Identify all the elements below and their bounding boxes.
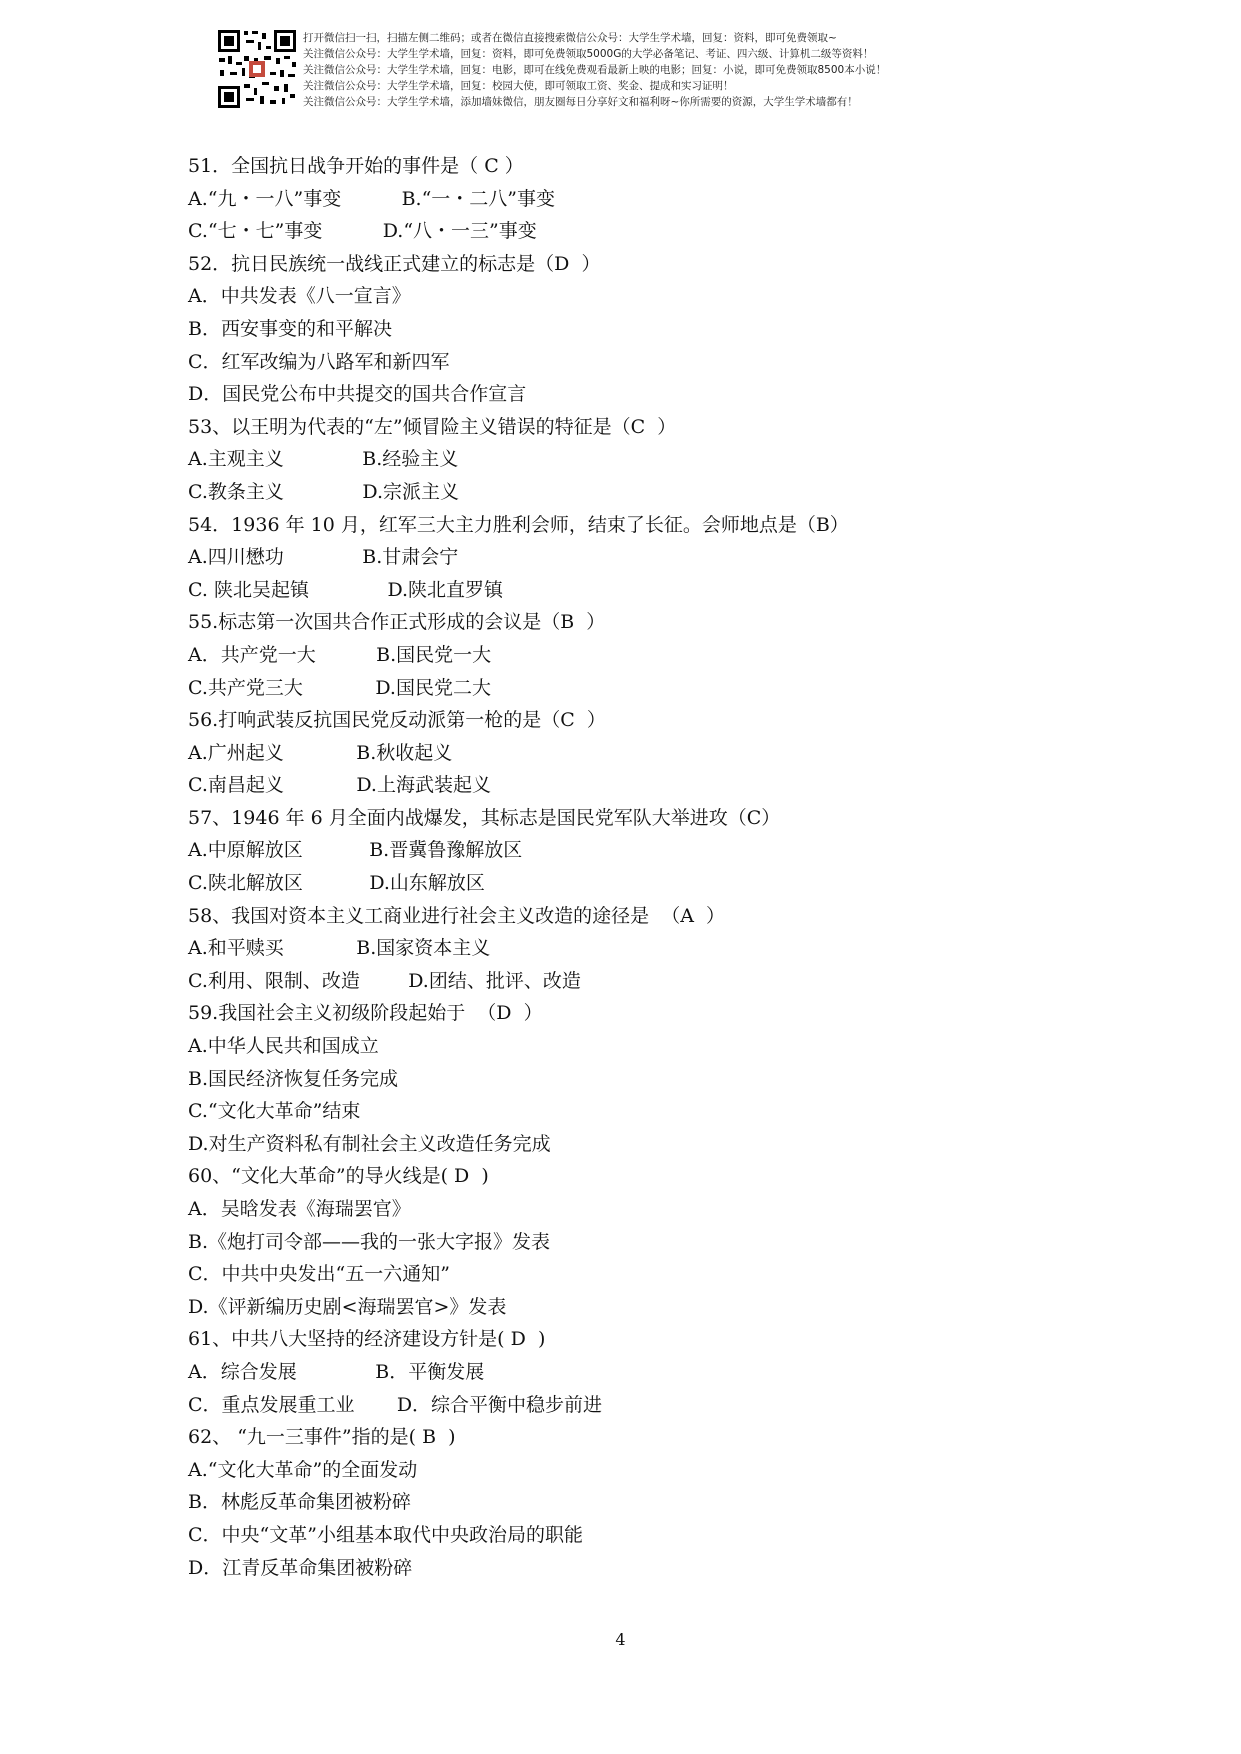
option-line: A.中华人民共和国成立 (188, 1035, 379, 1058)
option-line: C.教条主义 D.宗派主义 (188, 480, 460, 503)
question-59: 59.我国社会主义初级阶段起始于 （D ） (188, 1002, 543, 1025)
option-line: C．重点发展重工业 D．综合平衡中稳步前进 (188, 1393, 603, 1416)
header-banner (216, 28, 996, 114)
option-line: D．国民党公布中共提交的国共合作宣言 (188, 383, 527, 406)
option-line: D．江青反革命集团被粉碎 (188, 1556, 413, 1579)
option-line: B．西安事变的和平解决 (188, 317, 392, 340)
banner-line: 关注微信公众号：大学生学术墙，添加墙妹微信，朋友圈每日分享好文和福利呀~你所需要的资源，大学生学术墙都有！ (303, 96, 858, 108)
question-list (188, 150, 1048, 1584)
option-line: B.国民经济恢复任务完成 (188, 1067, 399, 1090)
option-line: A.“文化大革命”的全面发动 (188, 1458, 418, 1481)
banner-text (303, 30, 886, 110)
qr-code-icon (216, 28, 298, 110)
banner-line: 关注微信公众号：大学生学术墙，回复：电影，即可在线免费观看最新上映的电影；回复：小说，即可免费领取8500本小说！ (303, 64, 887, 76)
option-line: A.主观主义 B.经验主义 (188, 448, 459, 471)
option-line: C.共产党三大 D.国民党二大 (188, 676, 491, 699)
option-line: C．红军改编为八路军和新四军 (188, 350, 450, 373)
option-line: A．综合发展 B．平衡发展 (188, 1360, 485, 1383)
question-53: 53、以王明为代表的“左”倾冒险主义错误的特征是（C ） (188, 415, 677, 438)
question-52: 52．抗日民族统一战线正式建立的标志是（D ） (188, 252, 601, 275)
banner-line: 关注微信公众号：大学生学术墙，回复：资料，即可免费领取5000G的大学必备笔记、考证、四六级、计算机二级等资料！ (303, 48, 874, 60)
option-line: C.利用、限制、改造 D.团结、批评、改造 (188, 969, 581, 992)
option-line: A.中原解放区 B.晋冀鲁豫解放区 (188, 839, 523, 862)
question-51: 51．全国抗日战争开始的事件是（ C ） (188, 155, 524, 177)
option-line: D.对生产资料私有制社会主义改造任务完成 (188, 1132, 551, 1155)
page-number: 4 (615, 1630, 626, 1649)
option-line: A.广州起义 B.秋收起义 (188, 741, 453, 764)
option-line: B．林彪反革命集团被粉碎 (188, 1491, 411, 1514)
option-line: A．共产党一大 B.国民党一大 (188, 643, 492, 666)
option-line: A.“九・一八”事变 B.“一・二八”事变 (188, 187, 556, 210)
option-line: D.《评新编历史剧<海瑞罢官>》发表 (188, 1295, 507, 1318)
option-line: C. 陕北吴起镇 D.陕北直罗镇 (188, 578, 504, 601)
option-line: C.“文化大革命”结束 (188, 1100, 361, 1123)
banner-line: 关注微信公众号：大学生学术墙，回复：校园大使，即可领取工资、奖金、提成和实习证明！ (303, 80, 734, 92)
option-line: C.南昌起义 D.上海武装起义 (188, 774, 491, 797)
option-line: B.《炮打司令部——我的一张大字报》发表 (188, 1230, 551, 1253)
banner-line: 打开微信扫一扫，扫描左侧二维码；或者在微信直接搜索微信公众号：大学生学术墙，回复：资料，即可免费领取~ (303, 32, 837, 44)
question-57: 57、1946 年 6 月全面内战爆发，其标志是国民党军队大举进攻（C） (188, 806, 781, 829)
question-58: 58、我国对资本主义工商业进行社会主义改造的途径是 （A ） (188, 904, 726, 927)
question-61: 61、中共八大坚持的经济建设方针是( D ) (188, 1328, 546, 1351)
option-line: A．吴晗发表《海瑞罢官》 (188, 1198, 411, 1220)
question-56: 56.打响武装反抗国民党反动派第一枪的是（C ） (188, 709, 606, 732)
option-line: A.四川懋功 B.甘肃会宁 (188, 546, 459, 569)
question-55: 55.标志第一次国共合作正式形成的会议是（B ） (188, 611, 606, 634)
option-line: A．中共发表《八一宣言》 (188, 285, 411, 308)
question-60: 60、“文化大革命”的导火线是( D ) (188, 1165, 489, 1188)
option-line: C.陕北解放区 D.山东解放区 (188, 872, 485, 895)
option-line: C．中共中央发出“五一六通知” (188, 1263, 450, 1286)
option-line: C．中央“文革”小组基本取代中央政治局的职能 (188, 1523, 583, 1546)
option-line: C.“七・七”事变 D.“八・一三”事变 (188, 220, 537, 243)
option-line: A.和平赎买 B.国家资本主义 (188, 937, 491, 960)
question-54: 54．1936 年 10 月，红军三大主力胜利会师，结束了长征。会师地点是（B） (188, 513, 849, 536)
question-62: 62、 “九一三事件”指的是( B ) (188, 1426, 456, 1449)
